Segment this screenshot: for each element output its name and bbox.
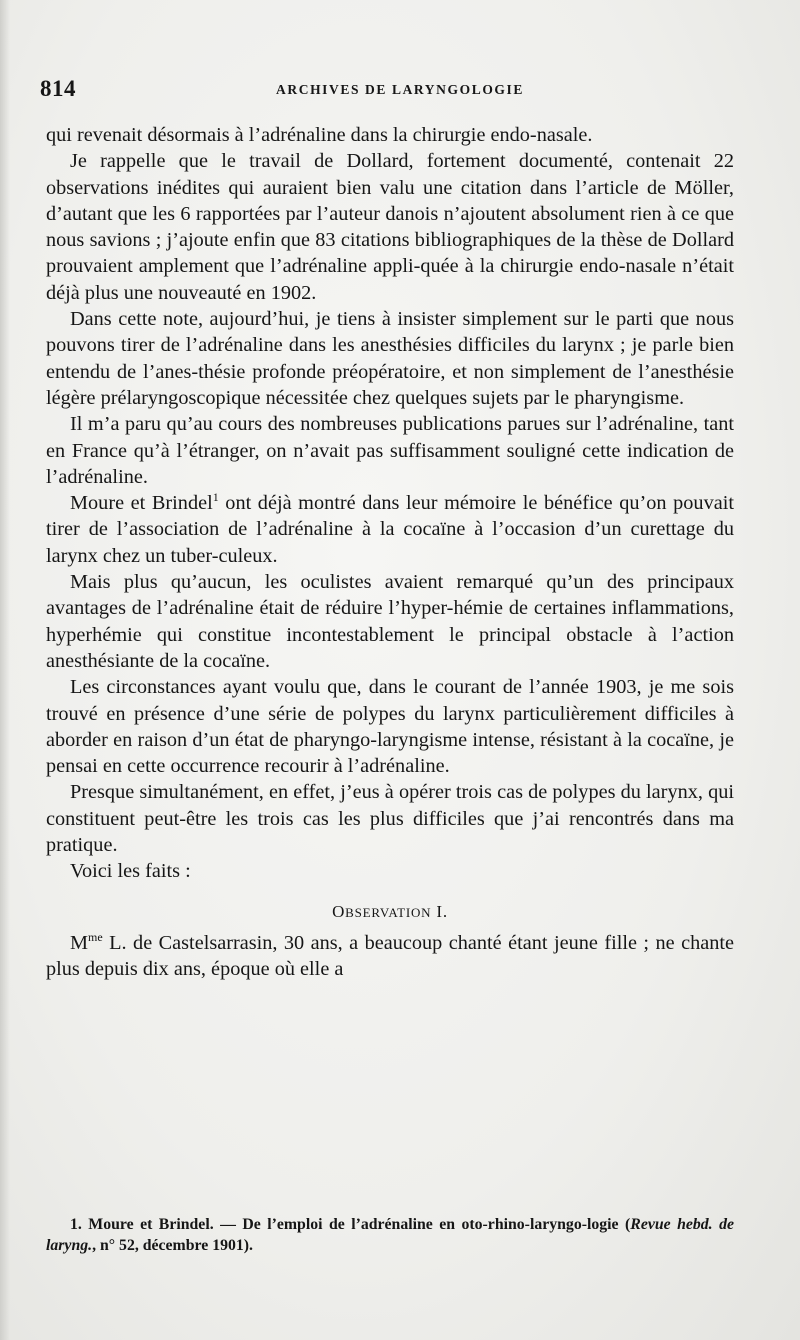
observation-title (46, 899, 734, 926)
observation-title-initial: O (332, 901, 346, 921)
body-text (46, 122, 734, 983)
paragraph-oculistes: Mais plus qu’aucun, les oculistes avaient remarqué qu’un des principaux avantages de l’adrénaline était de réduire l’hyper-hémie de certaines inflammations, hyperhémie qui constitue incontestablement le principal obstacle à l’action anesthésiante de la cocaïne. (46, 571, 734, 672)
footnote-journal: Revue hebd. de laryng. (46, 1216, 734, 1254)
running-title: ARCHIVES DE LARYNGOLOGIE (276, 82, 524, 97)
footnote (46, 1214, 734, 1256)
paragraph-continued: qui revenait désormais à l’adrénaline dans la chirurgie endo-nasale. (46, 124, 593, 146)
moure-brindel-text: Moure et Brindel (70, 492, 213, 515)
paragraph-note: Dans cette note, aujourd’hui, je tiens à insister simplement sur le parti que nous pouvons tirer de l’adrénaline dans les anesthésies difficiles du larynx ; je parle bien entendu de l’anes-thésie profonde préopératoire, et non simplement de l’anesthésie légère prélaryngoscopique nécessitée chez quelques sujets par le pharyngisme. (46, 308, 734, 409)
observation-mme: M (70, 931, 89, 954)
observation-body: L. de Castelsarrasin, 30 ans, a beaucoup chanté étant jeune fille ; ne chante plus depuis dix ans, époque où elle a (46, 931, 734, 981)
paragraph-moure-brindel (46, 490, 734, 569)
observation-title-rest: BSERVATION (345, 904, 432, 920)
paragraph-circonstances: Les circonstances ayant voulu que, dans le courant de l’année 1903, je me sois trouvé en présence d’une série de polypes du larynx particulièrement difficiles à aborder en raison d’un état de pharyngo-laryngisme intense, résistant à la cocaïne, je pensai en cette occurrence recourir à l’adrénaline. (46, 676, 734, 778)
footnote-reference: 1 (212, 490, 219, 505)
footnote-text: Moure et Brindel. — De l’emploi de l’adrénaline en oto-rhino-laryngo-logie ( (81, 1216, 631, 1233)
footnote-citation-end: , n° 52, décembre 1901). (92, 1237, 253, 1254)
paragraph-voici: Voici les faits : (70, 860, 191, 883)
footnote-number: 1. (70, 1216, 82, 1233)
page-number: 814 (40, 76, 76, 101)
page-header (40, 76, 760, 102)
paragraph-publications: Il m’a paru qu’au cours des nombreuses publications parues sur l’adrénaline, tant en France qu’à l’étranger, on n’avait pas suffisamment souligné cette indication de l’adrénaline. (46, 413, 734, 488)
paragraph-dollard: Je rappelle que le travail de Dollard, fortement documenté, contenait 22 observations inédites qui auraient bien valu une citation dans l’article de Möller, d’autant que les 6 rapportées par l’auteur danois n’ajoutent absolument rien à ce que nous savions ; j’ajoute enfin que 83 citations bibliographiques de la thèse de Dollard prouvaient amplement que l’adrénaline appli-quée à la chirurgie endo-nasale n’était déjà plus une nouveauté en 1902. (46, 150, 734, 304)
paragraph-simultanement: Presque simultanément, en effet, j’eus à opérer trois cas de polypes du larynx, qui constituent peut-être les trois cas les plus difficiles que j’ai rencontrés dans ma pratique. (46, 781, 734, 857)
observation-title-number: I. (431, 901, 448, 921)
moure-brindel-rest: ont déjà montré dans leur mémoire le bénéfice qu’on pouvait tirer de l’association de l’adrénaline à la cocaïne à l’occasion d’un curettage du larynx chez un tuber-culeux. (46, 492, 734, 567)
observation-mme-sup: me (88, 930, 103, 945)
page-edge-shadow (0, 0, 10, 1340)
observation-text (46, 930, 734, 983)
